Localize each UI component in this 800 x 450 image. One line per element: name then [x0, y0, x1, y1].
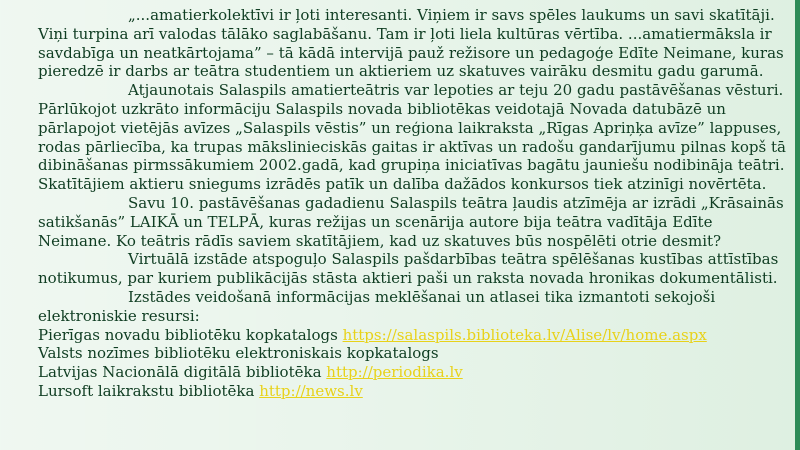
resource-link[interactable]: http://news.lv — [259, 381, 363, 400]
right-accent-bar — [795, 0, 800, 450]
resources-intro-paragraph: Izstādes veidošanā informācijas meklēšanai un atlasei tika izmantoti sekojoši elektroniskie resursi: — [38, 287, 716, 325]
resource-item — [38, 344, 786, 363]
exhibition-paragraph: Virtuālā izstāde atspoguļo Salaspils pašdarbības teātra spēlēšanas kustības attīstības notikumus, par kuriem publikācijās stāsta aktieri paši un raksta novada hronikas dokumentālisti. — [38, 250, 779, 288]
history-paragraph: Atjaunotais Salaspils amatierteātris var lepoties ar teju 20 gadu pastāvēšanas vēsturi. Pārlūkojot uzkrāto informāciju Salaspils novada bibliotēkas veidotajā Novada datubāzē un pārlapojot vietējās avīzes „Salaspils vēstis” un reģiona laikraksta „Rīgas Apriņķa avīze” lappuses, rodas pārliecība, ka trupas mākslinieciskās gaitas ir aktīvas un radošu gandarījumu pilnas kopš tā dibināšanas pirmssākumiem 2002.gadā, kad grupiņa iniciatīvas bagātu jauniešu nodibināja teātri. Skatītājiem aktieru sniegums izrādēs patīk un dalība dažādos konkursos tiek atzinīgi novērtēta. — [38, 81, 786, 194]
resource-item — [38, 326, 786, 345]
resource-item — [38, 363, 786, 382]
resource-label: Lursoft laikrakstu bibliotēka — [38, 381, 255, 400]
resource-link[interactable]: https://salaspils.biblioteka.lv/Alise/lv/home.aspx — [342, 325, 707, 344]
resource-label: Latvijas Nacionālā digitālā bibliotēka — [38, 363, 322, 382]
resource-link[interactable]: http://periodika.lv — [326, 363, 463, 382]
document-body — [38, 6, 786, 401]
quote-paragraph: „...amatierkolektīvi ir ļoti interesanti. Viņiem ir savs spēles laukums un savi skatītāji. Viņi turpina arī valodas tālāko saglabāšanu. Tam ir ļoti liela kultūras vērtība. ...amatiermāksla ir savdabīga un neatkārtojama” – tā kādā intervijā pauž režisore un pedagoģe Edīte Neimane, kuras pieredzē ir darbs ar teātra studentiem un aktieriem uz skatuves vairāku desmitu gadu garumā. — [38, 6, 784, 81]
resource-item — [38, 382, 786, 401]
resource-label: Valsts nozīmes bibliotēku elektroniskais kopkatalogs — [38, 344, 439, 363]
resource-label: Pierīgas novadu bibliotēku kopkatalogs — [38, 325, 338, 344]
anniversary-paragraph: Savu 10. pastāvēšanas gadadienu Salaspils teātra ļaudis atzīmēja ar izrādi „Krāsainās satikšanās” LAIKĀ un TELPĀ, kuras režijas un scenārija autore bija teātra vadītāja Edīte Neimane. Ko teātris rādīs saviem skatītājiem, kad uz skatuves būs nospēlēti otrie desmit? — [38, 193, 784, 250]
